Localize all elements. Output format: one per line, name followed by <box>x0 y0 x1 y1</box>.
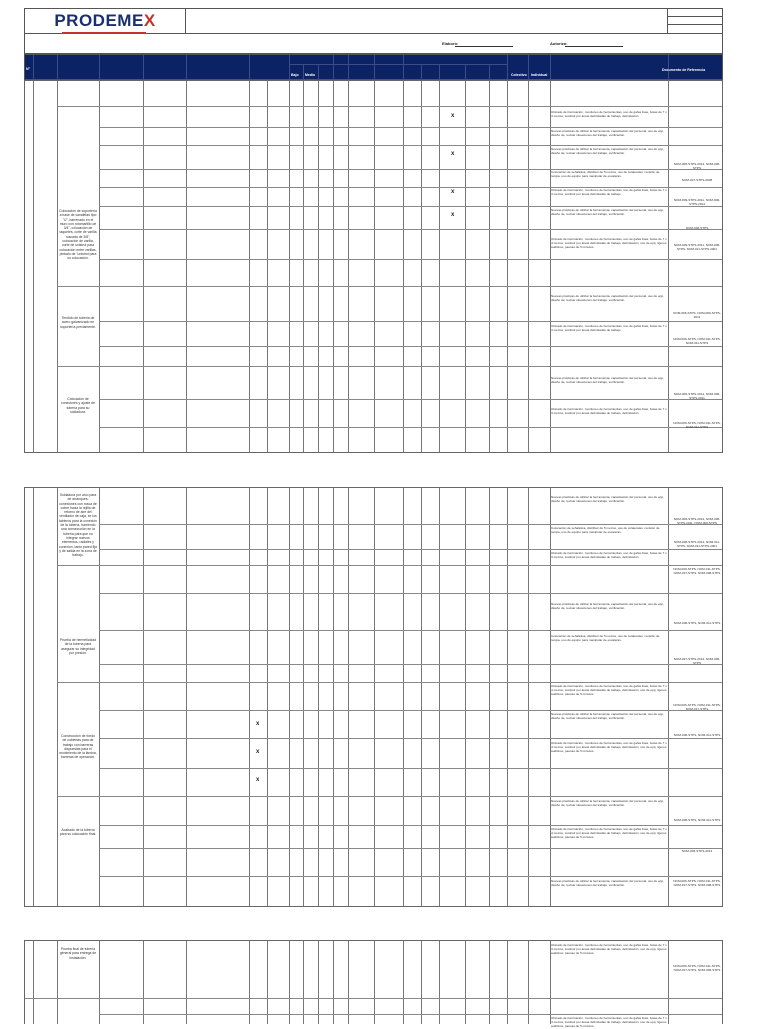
description-13: Colocación de señalética, distribuir de 5 metros, uso de colaterales, revisión de rampa, uso de equipo para manipular de escaleras. <box>551 526 660 534</box>
col-reference: Documento de Referencia <box>662 68 706 72</box>
activity-5: Prueba de hermeticidad de la tubería para asegurar su integridad por presión. <box>59 638 96 655</box>
mark-4: x <box>451 212 455 218</box>
description-21: Ubicado de iluminación, monitoreo de herramientas, uso de gafas lisas, botas de 7 x 4 metros, sustituir por áreas delimitadas de trabajo, delimitación, uso de epp, ligeros auditivos, pausas de 5 minutos. <box>551 827 667 839</box>
activity-1: Colocación de soportería a base de canaletas tipo "U", barrenado en el muro con rotomartillo de 3/4", colocación de taquetes, corte de varilla roscada de 3/8", colocación de varilla, corte de unistrut para colocación entre varillas, pintado de "unistrut para su colocación. <box>59 209 97 261</box>
norma-12: NOM-009-STPS, NOM-011-STPS, NOM-017-STPS, NOM-006-STPS <box>673 567 721 575</box>
mark-6: x <box>256 749 260 755</box>
description-11: Ubicado de iluminación, monitoreo de herramientas, uso de gafas lisas, botas de 7 x 4 metros, sustituir por áreas delimitadas de trabajo, delimitación. <box>551 407 667 415</box>
norma-14: NOM-027-STPS-2014, NOM-006-STPS <box>673 657 721 665</box>
authorized-by-line <box>565 46 623 47</box>
norma-17: NOM-006-STPS, NOM-011-STPS <box>673 818 721 822</box>
description-24: Ubicado de iluminación, monitoreo de herramientas, uso de gafas lisas, botas de 7 x 4 metros, sustituir por áreas delimitadas de trabajo, delimitación, uso de epp, ligeros auditivos, pausas de 5 minutos. <box>551 1016 667 1028</box>
activity-7: Acabado de la tubería para su colocación final. <box>59 828 97 837</box>
norma-7: NOM-006-STPS, NOM-011-STPS, NOM-011-STPS <box>673 337 721 345</box>
norma-19: NOM-006-STPS, NOM-011-STPS, NOM-017-STPS, NOM-006-STPS <box>673 879 721 887</box>
col-colectivo: Colectivo <box>511 73 527 77</box>
description-18: Nuevas prácticas de utilizar la herramienta, capacitación del personal, uso de epp, diseño de, revisar situaciones del trabajo, verificación. <box>551 712 664 720</box>
description-4: Colocación de señalética, distribuir de 5 metros, uso de colaterales, revisión de rampa, uso de equipo para manipular de escaleras. <box>551 170 660 178</box>
mark-3: x <box>451 189 455 195</box>
logo-text: PRODEME <box>54 11 144 30</box>
authorized-by-label: Autorizó: <box>550 41 568 46</box>
activity-3: Colocación de conectores y ajuste de tubería para su soldadura. <box>61 397 95 414</box>
description-12: Nuevas prácticas de utilizar la herramienta, capacitación del personal, uso de epp, diseño de, revisar situaciones del trabajo, verificación. <box>551 495 664 503</box>
norma-8: NOM-006-STPS-2014, NOM-006-STPS-2011 <box>673 392 721 400</box>
signature-row <box>24 34 723 54</box>
description-5: Ubicado de iluminación, monitoreo de herramientas, uso de gafas lisas, botas de 7 x 4 metros, sustituir por áreas delimitadas de trabajo. <box>551 188 667 196</box>
logo-text-x: X <box>143 11 156 30</box>
norma-13: NOM-006-STPS, NOM-011-STPS <box>673 621 721 625</box>
description-8: Nuevas prácticas de utilizar la herramienta, capacitación del personal, uso de epp, diseño de, revisar situaciones del trabajo, verificación. <box>551 294 664 302</box>
norma-4: NOM-006-STPS <box>685 226 709 230</box>
norma-16: NOM-006-STPS, NOM-011-STPS <box>673 733 721 737</box>
col-medio: Medio <box>305 73 316 77</box>
activity-2: Tendido de tubería de acero galvanizado en soportería previamente. <box>60 316 96 329</box>
description-23: Ubicado de iluminación, monitoreo de herramientas, uso de gafas lisas, botas de 7 x 4 metros, sustituir por áreas delimitadas de trabajo, delimitación, uso de epp, ligeros auditivos, pausas de 5 minutos. <box>551 943 667 955</box>
mark-7: x <box>256 777 260 783</box>
document-header <box>24 8 723 34</box>
activity-8: Prueba final de tubería general para entrega de instalación. <box>59 947 97 960</box>
activity-6: Construcción de fondo de cubiertas para de trabajo con barreras dispuestas para el movimiento de la lámina, barreras de operación. <box>59 734 97 760</box>
col-number: N° <box>26 67 30 71</box>
norma-15: NOM-006-STPS, NOM-011-STPS, NOM-017-STPS <box>673 703 721 711</box>
norma-3: NOM-009-STPS-2011, NOM-006-STPS-2014 <box>673 198 721 206</box>
description-17: Ubicado de iluminación, monitoreo de herramientas, uso de gafas lisas, botas de 7 x 4 metros, sustituir por áreas delimitadas de trabajo, delimitación, uso de epp, ligeros auditivos, pausas de 5 minutos. <box>551 684 667 696</box>
table-section-3 <box>24 940 723 1028</box>
mark-1: x <box>451 113 455 119</box>
norma-2: NOM-027-STPS-2008 <box>681 178 713 182</box>
description-3: Nuevas prácticas de utilizar la herramienta, capacitación del personal, uso de epp, diseño de, revisar situaciones del trabajo, verificación. <box>551 147 664 155</box>
description-20: Nuevas prácticas de utilizar la herramienta, capacitación del personal, uso de epp, diseño de, revisar situaciones del trabajo, verificación. <box>551 799 664 807</box>
norma-18: NOM-006-STPS-2014 <box>681 849 713 853</box>
description-22: Nuevas prácticas de utilizar la herramienta, capacitación del personal, uso de epp, diseño de, revisar situaciones del trabajo, verificación. <box>551 879 664 887</box>
description-16: Colocación de señalética, distribuir de 5 metros, uso de colaterales, revisión de rampa, uso de equipo para manipular de escaleras. <box>551 634 660 642</box>
norma-6: NOM-006-STPS, NOM-009-STPS-2011 <box>673 311 721 319</box>
description-14: Ubicado de iluminación, monitoreo de herramientas, uso de gafas lisas, botas de 7 x 4 metros, sustituir por áreas delimitadas de trabajo, delimitación. <box>551 551 667 559</box>
table-section-1 <box>24 80 723 453</box>
norma-5: NOM-009-STPS-2011, NOM-006-STPS, NOM-011-STPS-2001 <box>673 243 721 251</box>
description-6: Nuevas prácticas de utilizar la herramienta, capacitación del personal, uso de epp, diseño de, revisar situaciones del trabajo, verificación. <box>551 208 664 216</box>
col-individual: Individual <box>531 73 548 77</box>
mark-2: x <box>451 151 455 157</box>
description-10: Nuevas prácticas de utilizar la herramienta, capacitación del personal, uso de epp, diseño de, revisar situaciones del trabajo, verificación. <box>551 376 664 384</box>
header-title-cell <box>186 9 668 33</box>
logo-cell <box>25 9 186 33</box>
norma-1: NOM-006-STPS-2014, NOM-006-STPS <box>673 162 721 170</box>
prepared-by-label: Elaboró: <box>442 41 459 46</box>
norma-10: NOM-006-STPS-2014, NOM-006-STPS-2011, NOM-009-STPS <box>673 517 721 525</box>
description-7: Ubicado de iluminación, monitoreo de herramientas, uso de gafas lisas, botas de 7 x 4 metros, sustituir por áreas delimitadas de trabajo, delimitación, uso de epp, ligeros auditivos, pausas de 5 minutos. <box>551 237 667 249</box>
description-15: Nuevas prácticas de utilizar la herramienta, capacitación del personal, uso de epp, diseño de, revisar situaciones del trabajo, verificación. <box>551 602 664 610</box>
norma-9: NOM-006-STPS, NOM-011-STPS, NOM-011-STPS <box>673 421 721 429</box>
description-9: Ubicado de iluminación, monitoreo de herramientas, uso de gafas lisas, botas de 7 x 4 metros, sustituir por áreas delimitadas de trabajo. <box>551 324 667 332</box>
header-code-cells <box>668 9 723 33</box>
description-2: Nuevas prácticas de utilizar la herramienta, capacitación del personal, uso de epp, diseño de, revisar situaciones del trabajo, verificación. <box>551 129 664 137</box>
activity-4: Soldadura por arco para de arranques, conexiones con rosca de cobre hacia la rejilla de retorno de aire del ventilador de caja, se los tableros para la conexión de la tubería, barriendo una consecución en la tubería para que no integrar nuevos elementos, radiales y conexión, tanto pared fija y de salida en la zona de trabajo. <box>59 493 97 558</box>
table-header <box>24 54 723 80</box>
norma-11: NOM-006-STPS-2014, NOM-011-STPS, NOM-011-STPS-2001 <box>673 540 721 548</box>
company-logo <box>54 11 155 31</box>
table-section-2 <box>24 487 723 907</box>
description-1: Ubicado de iluminación, monitoreo de herramientas, uso de gafas lisas, botas de 7 x 4 metros, sustituir por áreas delimitadas de trabajo, delimitación. <box>551 110 667 118</box>
description-19: Ubicado de iluminación, monitoreo de herramientas, uso de gafas lisas, botas de 7 x 4 metros, sustituir por áreas delimitadas de trabajo, delimitación, uso de epp, ligeros auditivos, pausas de 5 minutos. <box>551 741 667 753</box>
mark-5: x <box>256 721 260 727</box>
prepared-by-line <box>455 46 513 47</box>
col-bajo: Bajo <box>291 73 299 77</box>
norma-20: NOM-006-STPS, NOM-011-STPS, NOM-017-STPS, NOM-006-STPS <box>673 964 721 972</box>
